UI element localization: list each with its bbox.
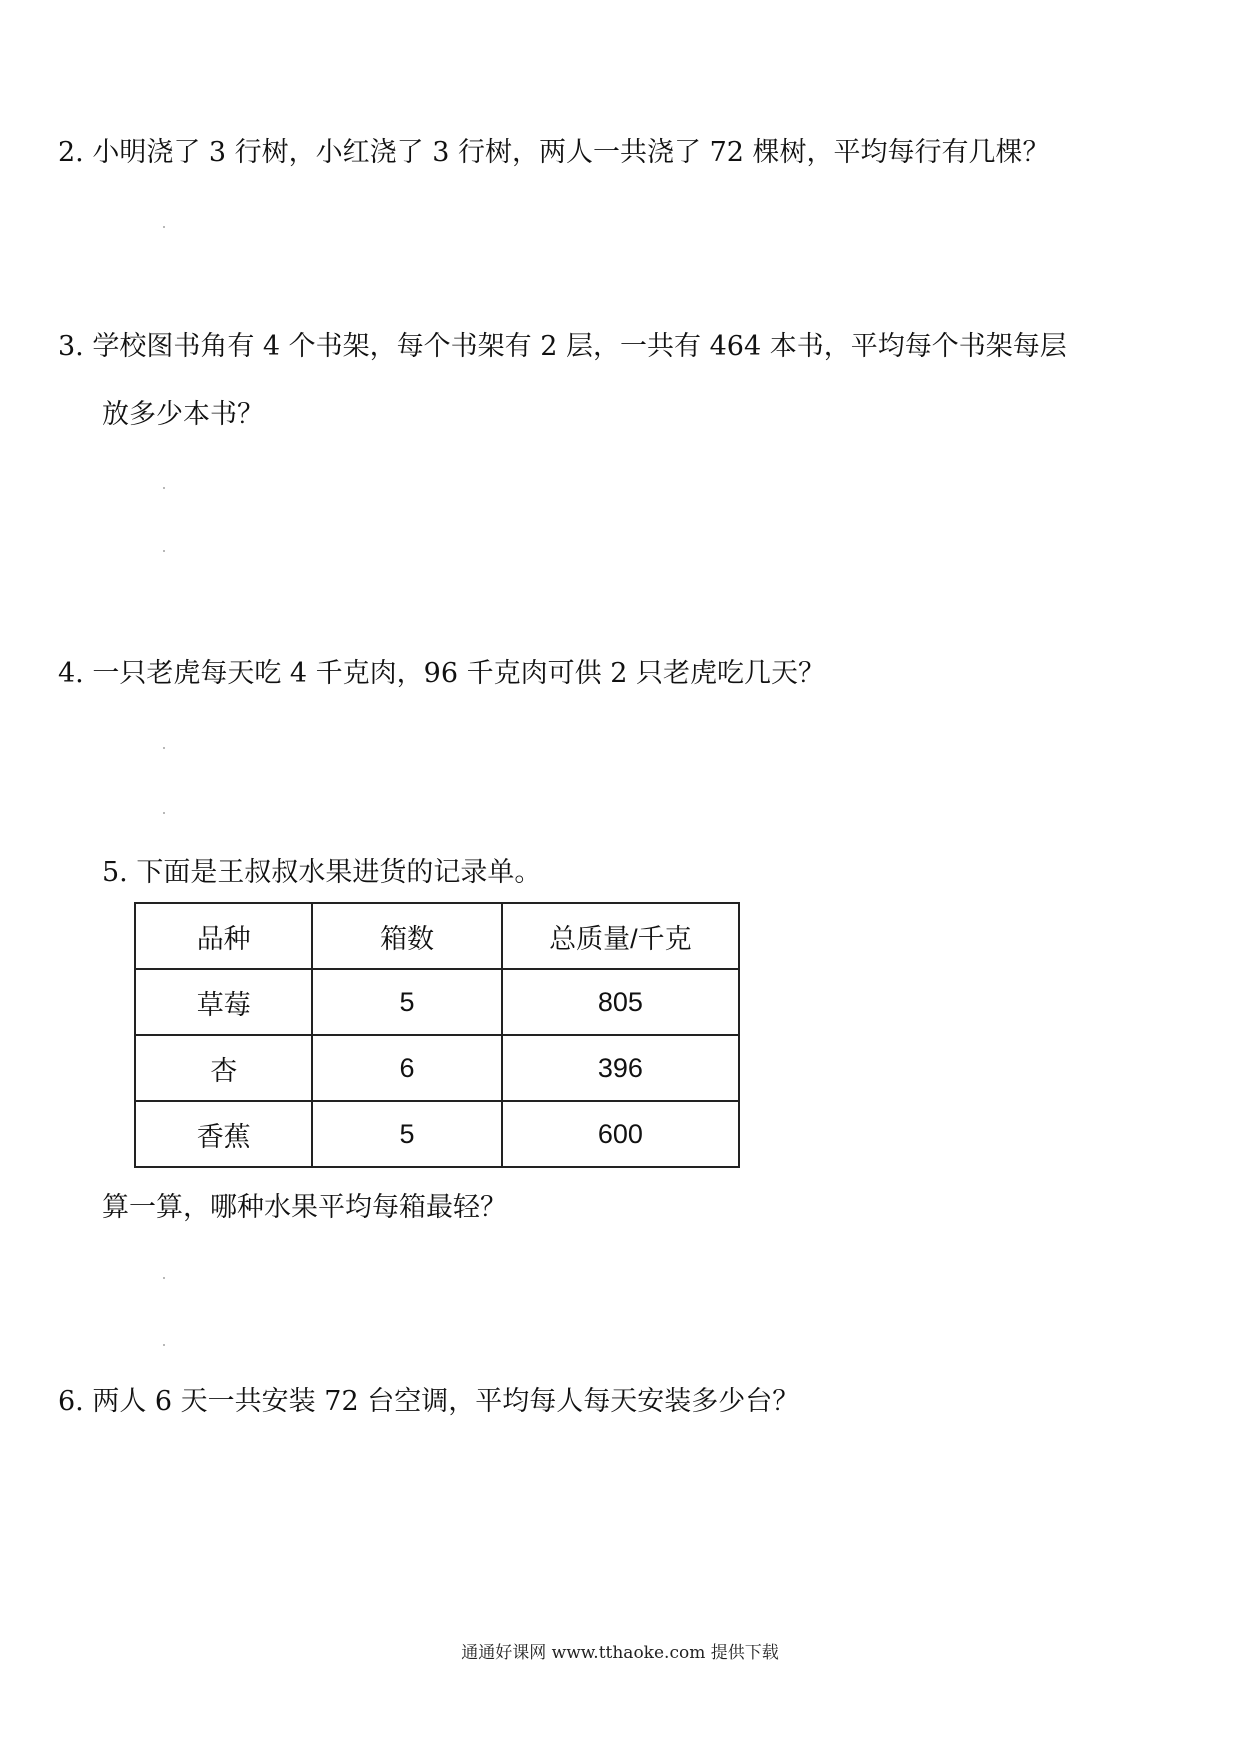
header-box-count: 箱数 <box>312 903 501 969</box>
header-variety: 品种 <box>135 903 312 969</box>
question-2: 2. 小明浇了 3 行树，小红浇了 3 行树，两人一共浇了 72 棵树，平均每行有几棵？ <box>58 137 1050 168</box>
total-weight-cell: 600 <box>502 1101 739 1167</box>
answer-space-mark <box>163 226 165 228</box>
table-row <box>135 969 739 1035</box>
answer-space-mark <box>163 1344 165 1346</box>
answer-space-mark <box>163 487 165 489</box>
box-count-cell: 5 <box>312 969 501 1035</box>
header-total-weight: 总质量/千克 <box>502 903 739 969</box>
question-5-followup: 算一算，哪种水果平均每箱最轻？ <box>102 1192 507 1223</box>
table-row <box>135 1035 739 1101</box>
total-weight-cell: 396 <box>502 1035 739 1101</box>
variety-cell: 香蕉 <box>135 1101 312 1167</box>
question-3-line-1: 3. 学校图书角有 4 个书架，每个书架有 2 层，一共有 464 本书，平均每个书架每层 <box>58 331 1067 362</box>
page-footer: 通通好课网 www.tthaoke.com 提供下载 <box>461 1643 779 1663</box>
question-5-intro: 5. 下面是王叔叔水果进货的记录单。 <box>102 857 542 888</box>
answer-space-mark <box>163 550 165 552</box>
total-weight-cell: 805 <box>502 969 739 1035</box>
box-count-cell: 6 <box>312 1035 501 1101</box>
fruit-purchase-table <box>134 902 740 1168</box>
box-count-cell: 5 <box>312 1101 501 1167</box>
table-header-row <box>135 903 739 969</box>
table-row <box>135 1101 739 1167</box>
answer-space-mark <box>163 1277 165 1279</box>
variety-cell: 草莓 <box>135 969 312 1035</box>
question-6: 6. 两人 6 天一共安装 72 台空调，平均每人每天安装多少台？ <box>58 1386 800 1417</box>
question-4: 4. 一只老虎每天吃 4 千克肉，96 千克肉可供 2 只老虎吃几天？ <box>58 658 825 689</box>
variety-cell: 杏 <box>135 1035 312 1101</box>
question-3-line-2: 放多少本书？ <box>102 399 264 430</box>
answer-space-mark <box>163 747 165 749</box>
answer-space-mark <box>163 812 165 814</box>
